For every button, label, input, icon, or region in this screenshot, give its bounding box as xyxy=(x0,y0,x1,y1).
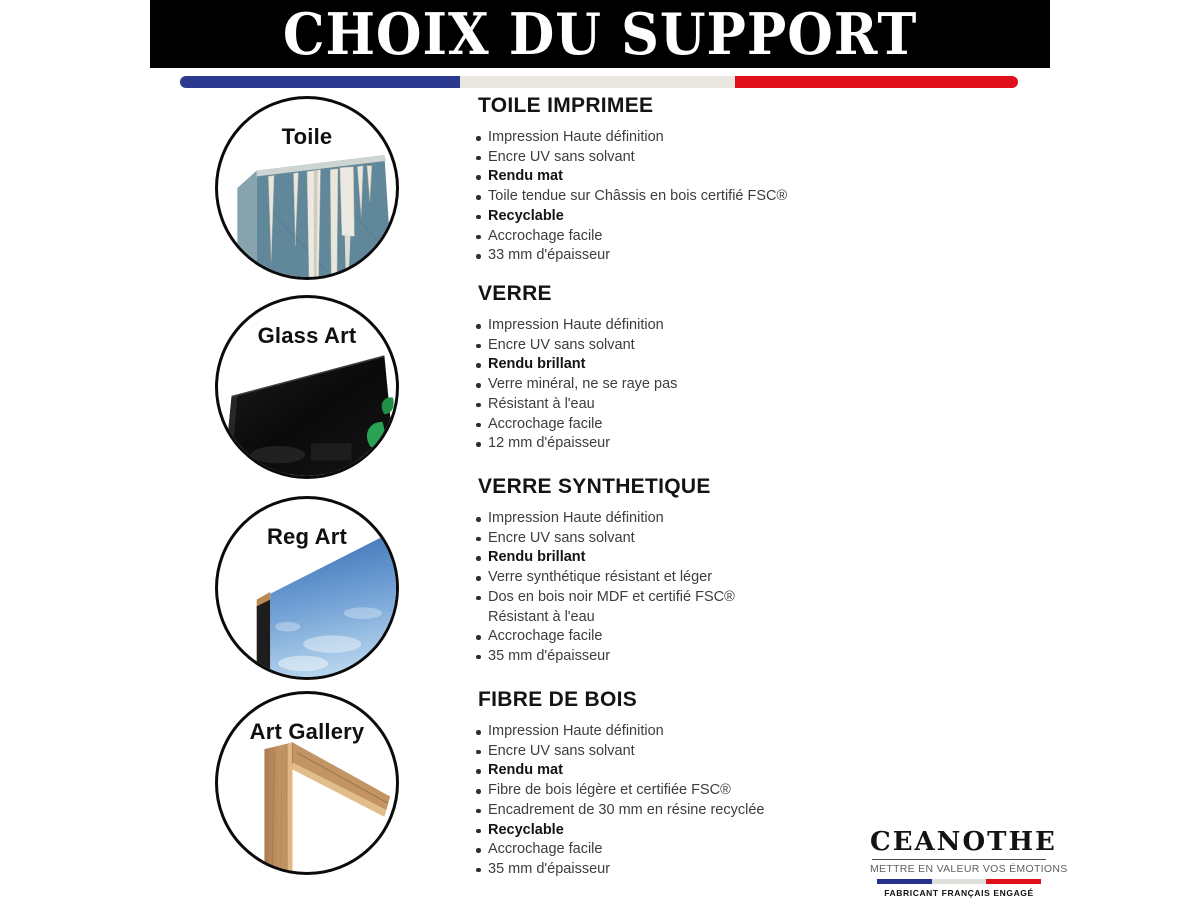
feature-list-verre-synthetique xyxy=(470,509,1050,667)
logo-flag-bar xyxy=(877,879,1041,884)
feature-item xyxy=(470,722,1050,742)
feature-text: Accrochage facile xyxy=(488,841,603,858)
feature-item xyxy=(470,316,1050,336)
product-image-glass-art xyxy=(215,295,399,479)
feature-text: Encadrement de 30 mm en résine recyclée xyxy=(488,801,765,818)
brand-name: CEANOTHE xyxy=(870,827,1057,857)
feature-item xyxy=(470,742,1050,762)
product-image-art-gallery xyxy=(215,691,399,875)
feature-item xyxy=(470,128,1050,148)
feature-text: Toile tendue sur Châssis en bois certifié FSC® xyxy=(488,188,788,205)
feature-text: Rendu mat xyxy=(488,762,563,779)
flag-blue-segment xyxy=(180,76,460,88)
logo-flag-blue-segment xyxy=(877,879,932,884)
logo-flag-red-segment xyxy=(986,879,1041,884)
feature-text: 35 mm d'épaisseur xyxy=(488,647,611,664)
feature-item xyxy=(470,801,1050,821)
page-title: CHOIX DU SUPPORT xyxy=(282,0,918,68)
feature-text: Rendu brillant xyxy=(488,549,586,566)
feature-item xyxy=(470,509,1050,529)
feature-list-toile xyxy=(470,128,1050,266)
product-label-reg-art: Reg Art xyxy=(266,524,348,549)
feature-item xyxy=(470,148,1050,168)
section-verre-synthetique xyxy=(470,474,1050,667)
feature-list-verre xyxy=(470,316,1050,454)
feature-text: Impression Haute définition xyxy=(488,723,664,739)
feature-item xyxy=(470,434,1050,454)
feature-text: Impression Haute définition xyxy=(488,317,664,333)
feature-item xyxy=(470,588,1050,627)
feature-text: 12 mm d'épaisseur xyxy=(488,435,611,452)
product-image-reg-art xyxy=(215,496,399,680)
feature-text: Encre UV sans solvant xyxy=(488,529,635,546)
feature-text: Dos en bois noir MDF et certifié FSC® xyxy=(488,588,735,605)
feature-text: Accrochage facile xyxy=(488,628,603,645)
feature-text: Accrochage facile xyxy=(488,415,603,432)
brand-subtext: FABRICANT FRANÇAIS ENGAGÉ xyxy=(884,888,1034,898)
feature-item xyxy=(470,781,1050,801)
flag-white-segment xyxy=(460,76,735,88)
feature-item xyxy=(470,227,1050,247)
feature-item xyxy=(470,568,1050,588)
feature-text: Impression Haute définition xyxy=(488,129,664,145)
feature-item xyxy=(470,415,1050,435)
feature-text: Recyclable xyxy=(488,821,564,838)
feature-item xyxy=(470,246,1050,266)
product-label-art-gallery: Art Gallery xyxy=(249,719,365,744)
section-heading-verre: VERRE xyxy=(478,282,552,305)
feature-text: Accrochage facile xyxy=(488,227,603,244)
feature-text: Recyclable xyxy=(488,207,564,224)
product-label-toile: Toile xyxy=(281,124,333,149)
section-toile-imprimee xyxy=(470,93,1050,266)
feature-item xyxy=(470,529,1050,549)
feature-text: Encre UV sans solvant xyxy=(488,336,635,353)
feature-text: Encre UV sans solvant xyxy=(488,148,635,165)
feature-item xyxy=(470,627,1050,647)
feature-text: Rendu brillant xyxy=(488,356,586,373)
section-heading-verre-synthetique: VERRE SYNTHETIQUE xyxy=(478,475,711,498)
feature-item xyxy=(470,395,1050,415)
logo-flag-white-segment xyxy=(932,879,987,884)
feature-text: Verre minéral, ne se raye pas xyxy=(488,376,678,393)
feature-text: Encre UV sans solvant xyxy=(488,742,635,759)
section-verre xyxy=(470,281,1050,454)
ceanothe-logo xyxy=(870,827,1068,898)
feature-item xyxy=(470,207,1050,227)
feature-text: Impression Haute définition xyxy=(488,510,664,526)
feature-text: Rendu mat xyxy=(488,168,563,185)
french-flag-bar xyxy=(180,76,1018,88)
section-heading-toile: TOILE IMPRIMEE xyxy=(478,94,654,117)
feature-text: 33 mm d'épaisseur xyxy=(488,247,611,264)
feature-item xyxy=(470,355,1050,375)
feature-item xyxy=(470,375,1050,395)
section-heading-fibre-de-bois: FIBRE DE BOIS xyxy=(478,688,638,711)
feature-item xyxy=(470,336,1050,356)
feature-text: 35 mm d'épaisseur xyxy=(488,860,611,877)
product-image-toile xyxy=(215,96,399,280)
brand-tagline: METTRE EN VALEUR VOS ÉMOTIONS xyxy=(870,863,1068,875)
product-label-glass-art: Glass Art xyxy=(257,323,357,348)
feature-item xyxy=(470,647,1050,667)
title-banner xyxy=(150,0,1050,68)
logo-divider xyxy=(872,859,1046,860)
feature-item xyxy=(470,761,1050,781)
flag-red-segment xyxy=(735,76,1018,88)
feature-text: Fibre de bois légère et certifiée FSC® xyxy=(488,782,731,799)
feature-item xyxy=(470,167,1050,187)
feature-continuation-text: Résistant à l'eau xyxy=(488,608,595,625)
feature-item xyxy=(470,187,1050,207)
feature-text: Résistant à l'eau xyxy=(488,395,595,412)
feature-text: Verre synthétique résistant et léger xyxy=(488,569,713,586)
feature-item xyxy=(470,548,1050,568)
